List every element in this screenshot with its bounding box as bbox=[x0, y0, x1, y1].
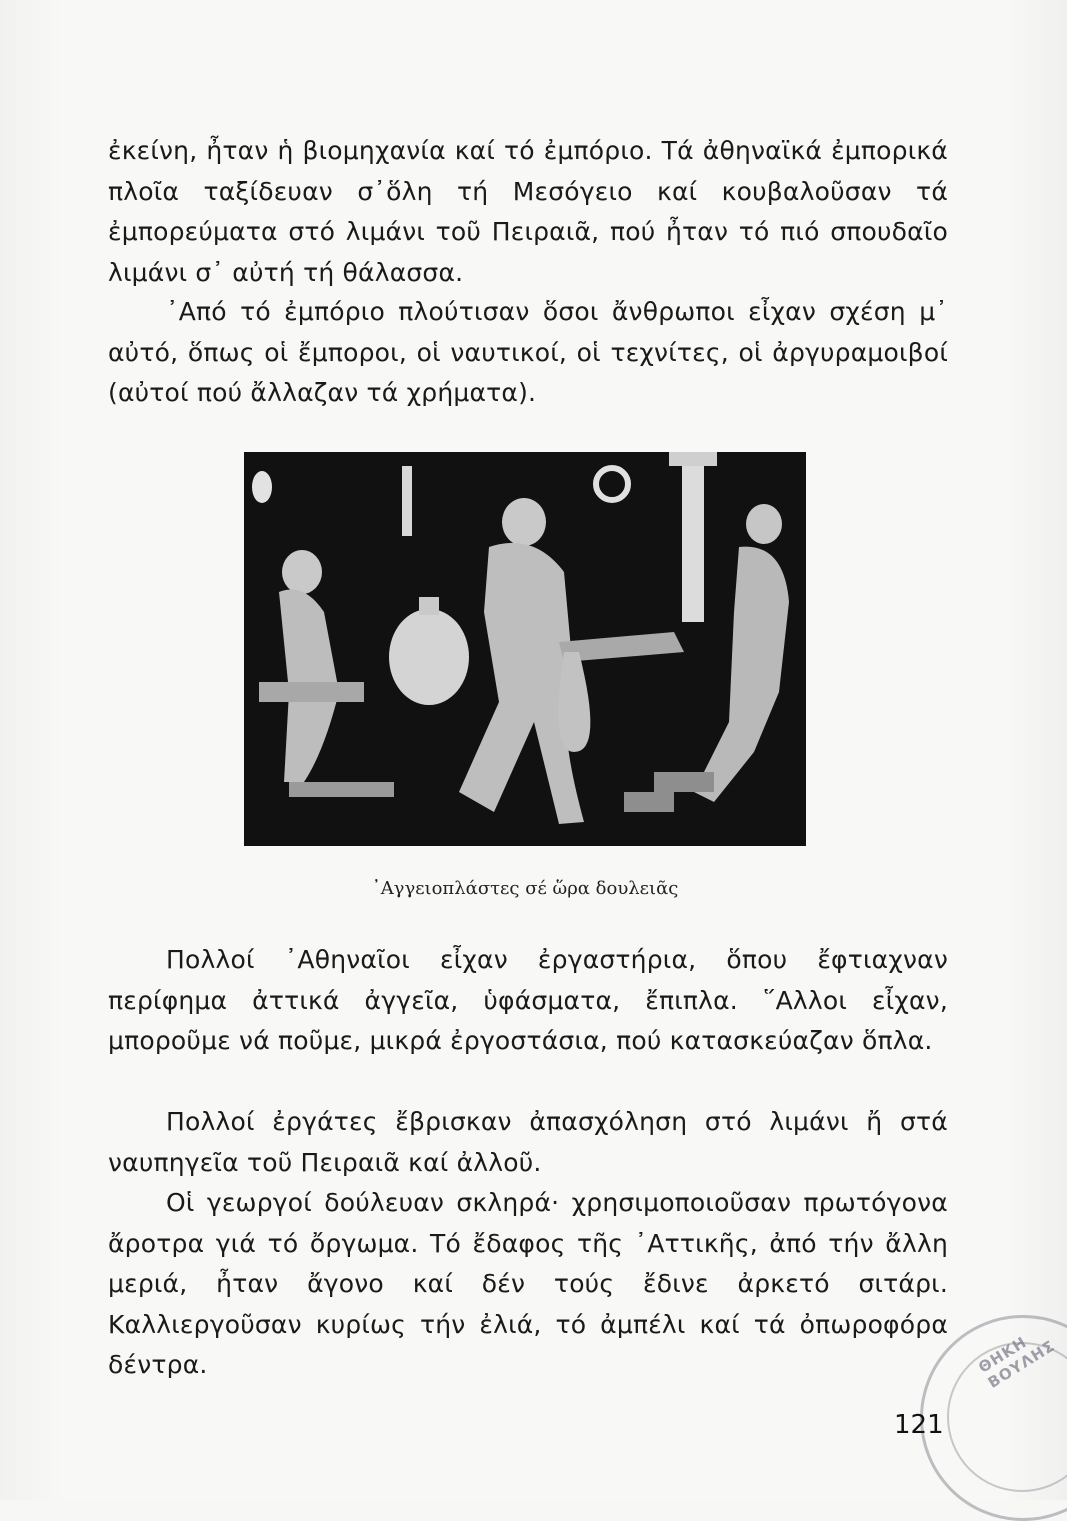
vase-painting-illustration bbox=[244, 452, 806, 846]
potters-scene-image bbox=[244, 452, 806, 846]
paragraph-workshops: Πολλοί ᾽Αθηναῖοι εἶχαν ἐργαστήρια, ὅπου ἔφτιαχναν περίφημα ἀττικά ἀγγεῖα, ὑφάσματα, ἔπιπλα. ῞Αλλοι εἶχαν, μποροῦμε νά ποῦμε, μικρά ἐργοστάσια, πού κατασκεύαζαν ὅπλα. bbox=[108, 945, 948, 1055]
figure-caption: ᾽Αγγειοπλάστες σέ ὥρα δουλειᾶς bbox=[371, 878, 679, 899]
library-stamp-text: ΘΗΚΗ ΒΟΥΛΗΣ bbox=[975, 1332, 1059, 1392]
paragraph-industry-trade: ἐκείνη, ἦταν ἡ βιομηχανία καί τό ἐμπόριο. Τά ἀθηναϊκά ἐμπορικά πλοῖα ταξίδευαν σ᾽ὅλη τή Μεσόγειο καί κουβαλοῦσαν τά ἐμπορεύματα στό λιμάνι τοῦ Πειραιᾶ, πού ἦταν τό πιό σπουδαῖο λιμάνι σ᾽ αὐτή τή θάλασσα. bbox=[108, 136, 948, 287]
page-number: 121 bbox=[894, 1410, 944, 1440]
paragraph-farmers: Οἱ γεωργοί δούλευαν σκληρά· χρησιμοποιοῦσαν πρωτόγονα ἄροτρα γιά τό ὄργωμα. Τό ἔδαφος τῆς ᾽Αττικῆς, ἀπό τήν ἄλλη μεριά, ἦταν ἄγονο καί δέν τούς ἔδινε ἀρκετό σιτάρι. Καλλιεργοῦσαν κυρίως τήν ἐλιά, τό ἀμπέλι καί τά ὀπωροφόρα δέντρα. bbox=[108, 1188, 948, 1379]
paragraph-workers: Πολλοί ἐργάτες ἔβρισκαν ἀπασχόληση στό λιμάνι ἤ στά ναυπηγεῖα τοῦ Πειραιᾶ καί ἀλλοῦ. bbox=[108, 1107, 948, 1177]
paragraph-trade-wealth: ᾽Από τό ἐμπόριο πλούτισαν ὅσοι ἄνθρωποι εἶχαν σχέση μ᾽ αὐτό, ὅπως οἱ ἔμποροι, οἱ ναυτικοί, οἱ τεχνίτες, οἱ ἀργυραμοιβοί (αὐτοί πού ἄλλαζαν τά χρήματα). bbox=[108, 297, 948, 407]
